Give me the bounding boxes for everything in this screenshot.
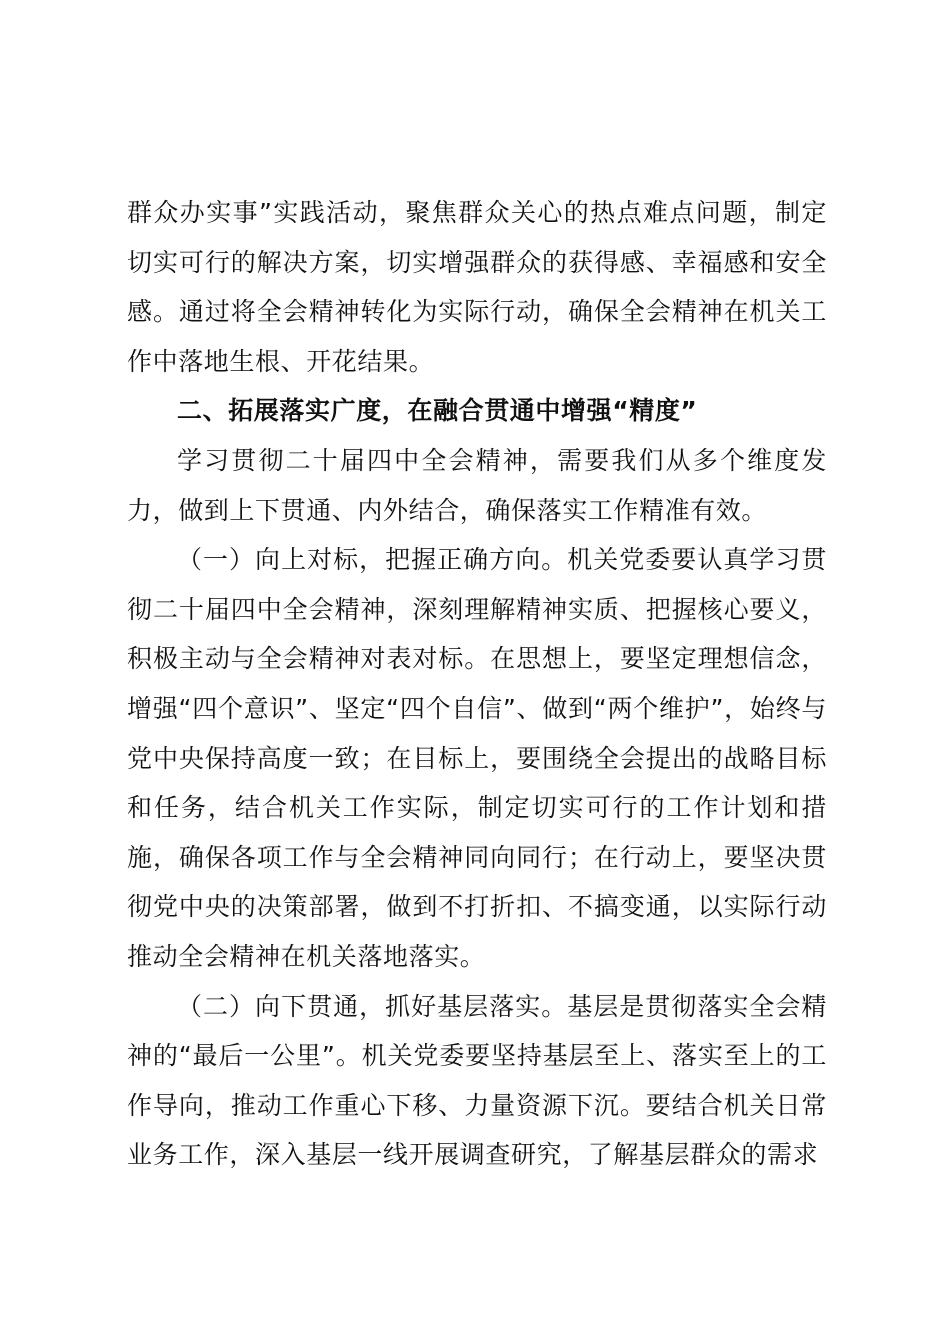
paragraph-continuation: 群众办实事”实践活动，聚焦群众关心的热点难点问题，制定切实可行的解决方案，切实增强群众的获得感、幸福感和安全感。通过将全会精神转化为实际行动，确保全会精神在机关工作中落地生根、开花结果。 — [127, 198, 827, 376]
document-page — [127, 188, 827, 1180]
paragraph-subsection-2: （二）向下贯通，抓好基层落实。基层是贯彻落实全会精神的“最后一公里”。机关党委要坚持基层至上、落实至上的工作导向，推动工作重心下移、力量资源下沉。要结合机关日常业务工作，深入基层一线开展调查研究，了解基层群众的需求 — [127, 991, 827, 1170]
paragraph-intro: 学习贯彻二十届四中全会精神，需要我们从多个维度发力，做到上下贯通、内外结合，确保落实工作精准有效。 — [127, 445, 827, 525]
section-heading: 二、拓展落实广度，在融合贯通中增强“精度” — [177, 396, 698, 426]
paragraph-subsection-1: （一）向上对标，把握正确方向。机关党委要认真学习贯彻二十届四中全会精神，深刻理解精神实质、把握核心要义，积极主动与全会精神对表对标。在思想上，要坚定理想信念，增强“四个意识”、坚定“四个自信”、做到“两个维护”，始终与党中央保持高度一致；在目标上，要围绕全会提出的战略目标和任务，结合机关工作实际，制定切实可行的工作计划和措施，确保各项工作与全会精神同向同行；在行动上，要坚决贯彻党中央的决策部署，做到不打折扣、不搞变通，以实际行动推动全会精神在机关落地落实。 — [127, 545, 827, 971]
